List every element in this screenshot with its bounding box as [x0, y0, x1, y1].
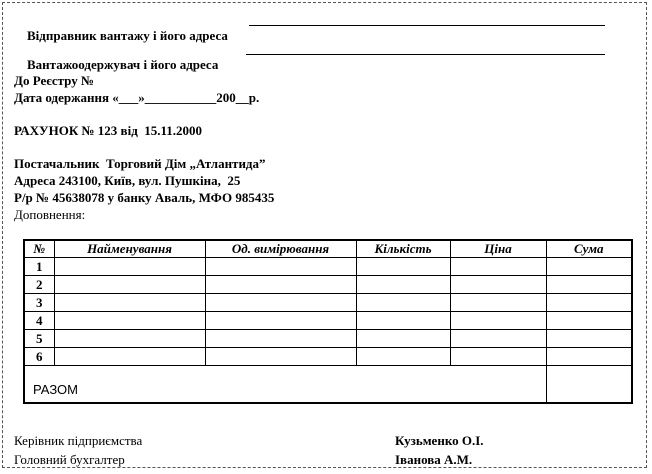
cell-sum[interactable]	[546, 294, 632, 312]
table-row	[24, 330, 632, 348]
cell-price[interactable]	[450, 258, 546, 276]
table-row	[24, 258, 632, 276]
cell-price[interactable]	[450, 330, 546, 348]
cell-sum[interactable]	[546, 276, 632, 294]
cell-quantity[interactable]	[356, 294, 450, 312]
total-label-cell	[24, 366, 546, 404]
supplier-address: Адреса 243100, Київ, вул. Пушкіна, 25	[14, 173, 241, 188]
cell-price[interactable]	[450, 312, 546, 330]
row-number: 4	[24, 312, 54, 330]
cell-unit[interactable]	[205, 330, 356, 348]
accountant-name: Іванова А.М.	[395, 452, 473, 467]
cell-name[interactable]	[54, 258, 205, 276]
cell-name[interactable]	[54, 348, 205, 366]
cell-name[interactable]	[54, 276, 205, 294]
cell-unit[interactable]	[205, 312, 356, 330]
cell-price[interactable]	[450, 294, 546, 312]
cell-quantity[interactable]	[356, 276, 450, 294]
column-header-price: Ціна	[450, 240, 546, 258]
cell-unit[interactable]	[205, 294, 356, 312]
table-row	[24, 348, 632, 366]
items-table	[23, 239, 633, 404]
cell-sum[interactable]	[546, 348, 632, 366]
document-frame	[2, 2, 647, 468]
row-number: 2	[24, 276, 54, 294]
cell-price[interactable]	[450, 276, 546, 294]
accountant-label: Головний бухгалтер	[14, 452, 125, 467]
cell-quantity[interactable]	[356, 258, 450, 276]
additions-label: Доповнення:	[14, 207, 86, 222]
table-row	[24, 312, 632, 330]
total-label: РАЗОМ	[33, 382, 78, 397]
column-header-number: №	[24, 240, 54, 258]
cell-sum[interactable]	[546, 312, 632, 330]
invoice-title: РАХУНОК № 123 від 15.11.2000	[14, 123, 203, 138]
sender-label: Відправник вантажу і його адреса	[27, 28, 228, 43]
cell-name[interactable]	[54, 312, 205, 330]
column-header-name: Найменування	[54, 240, 205, 258]
column-header-unit: Од. вимірювання	[205, 240, 356, 258]
column-header-quantity: Кількість	[356, 240, 450, 258]
receiver-address-field[interactable]	[246, 54, 605, 55]
cell-quantity[interactable]	[356, 312, 450, 330]
director-name: Кузьменко О.І.	[395, 433, 484, 448]
table-row	[24, 294, 632, 312]
row-number: 5	[24, 330, 54, 348]
column-header-sum: Сума	[546, 240, 632, 258]
receipt-date-line: Дата одержання «___»___________200__р.	[14, 90, 260, 105]
cell-quantity[interactable]	[356, 348, 450, 366]
row-number: 6	[24, 348, 54, 366]
total-row	[24, 366, 632, 404]
total-sum-cell[interactable]	[546, 366, 632, 404]
cell-name[interactable]	[54, 330, 205, 348]
sender-address-field[interactable]	[249, 25, 605, 26]
supplier-name: Постачальник Торговий Дім „Атлантида”	[14, 156, 266, 171]
receiver-label: Вантажоодержувач і його адреса	[27, 57, 219, 72]
director-label: Керівник підприємства	[14, 433, 143, 448]
supplier-bank: Р/р № 45638078 у банку Аваль, МФО 985435	[14, 190, 275, 205]
table-row	[24, 276, 632, 294]
cell-unit[interactable]	[205, 258, 356, 276]
cell-name[interactable]	[54, 294, 205, 312]
cell-quantity[interactable]	[356, 330, 450, 348]
cell-unit[interactable]	[205, 348, 356, 366]
registry-label: До Реєстру №	[14, 73, 95, 88]
cell-unit[interactable]	[205, 276, 356, 294]
cell-sum[interactable]	[546, 258, 632, 276]
cell-price[interactable]	[450, 348, 546, 366]
table-header-row	[24, 240, 632, 258]
row-number: 1	[24, 258, 54, 276]
cell-sum[interactable]	[546, 330, 632, 348]
row-number: 3	[24, 294, 54, 312]
